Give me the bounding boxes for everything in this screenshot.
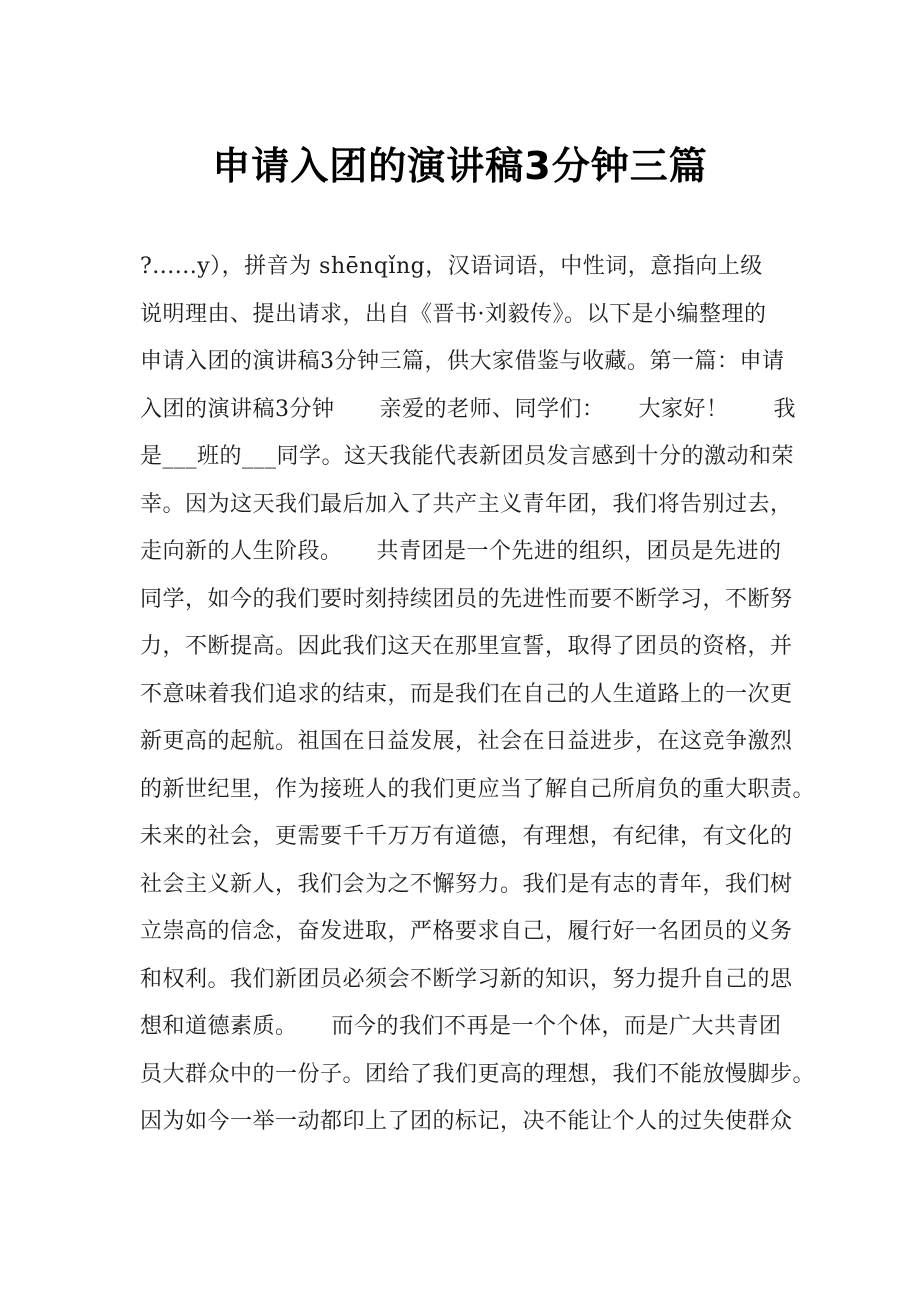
paragraph-line: 不意味着我们追求的结束，而是我们在自己的人生道路上的一次更 (140, 681, 793, 707)
paragraph-line: 力，不断提高。因此我们这天在那里宣誓，取得了团员的资格，并 (140, 634, 793, 659)
paragraph-line: 和权利。我们新团员必须会不断学习新的知识，努力提升自己的思 (140, 966, 793, 992)
paragraph-line: 申请入团的演讲稿3分钟三篇，供大家借鉴与收藏。第一篇：申请 (140, 349, 785, 374)
paragraph-line: 新更高的起航。祖国在日益发展，社会在日益进步，在这竞争激烈 (140, 729, 793, 754)
paragraph-line: 立崇高的信念，奋发进取，严格要求自己，履行好一名团员的义务 (140, 919, 793, 944)
paragraph-line: 幸。因为这天我们最后加入了共产主义青年团，我们将告别过去， (140, 491, 793, 517)
paragraph-line: 走向新的人生阶段。 共青团是一个先进的组织，团员是先进的 (140, 539, 782, 564)
paragraph-line: 社会主义新人，我们会为之不懈努力。我们是有志的青年，我们树 (140, 871, 793, 897)
paragraph-line: 员大群众中的一份子。团给了我们更高的理想，我们不能放慢脚步。 (140, 1061, 816, 1087)
paragraph-line: 想和道德素质。 而今的我们不再是一个个体，而是广大共青团 (140, 1014, 782, 1039)
paragraph-line: 因为如今一举一动都印上了团的标记，决不能让个人的过失使群众 (140, 1109, 793, 1134)
document-title: 申请入团的演讲稿3分钟三篇 (212, 144, 708, 188)
paragraph-line: 的新世纪里，作为接班人的我们更应当了解自己所肩负的重大职责。 (140, 776, 816, 802)
paragraph-line: 是___班的___同学。这天我能代表新团员发言感到十分的激动和荣 (140, 444, 795, 469)
paragraph-line: 说明理由、提出请求，出自《晋书·刘毅传》。以下是小编整理的 (140, 301, 767, 327)
paragraph-line: 未来的社会，更需要千千万万有道德，有理想，有纪律，有文化的 (140, 824, 793, 849)
paragraph-line: 同学，如今的我们要时刻持续团员的先进性而要不断学习，不断努 (140, 586, 793, 612)
paragraph-line: 入团的演讲稿3分钟 亲爱的老师、同学们： 大家好！ 我 (140, 396, 796, 422)
paragraph-line: ?......y），拼音为 shēnqǐng，汉语词语，中性词，意指向上级 (140, 254, 763, 279)
document-body (140, 243, 816, 1146)
